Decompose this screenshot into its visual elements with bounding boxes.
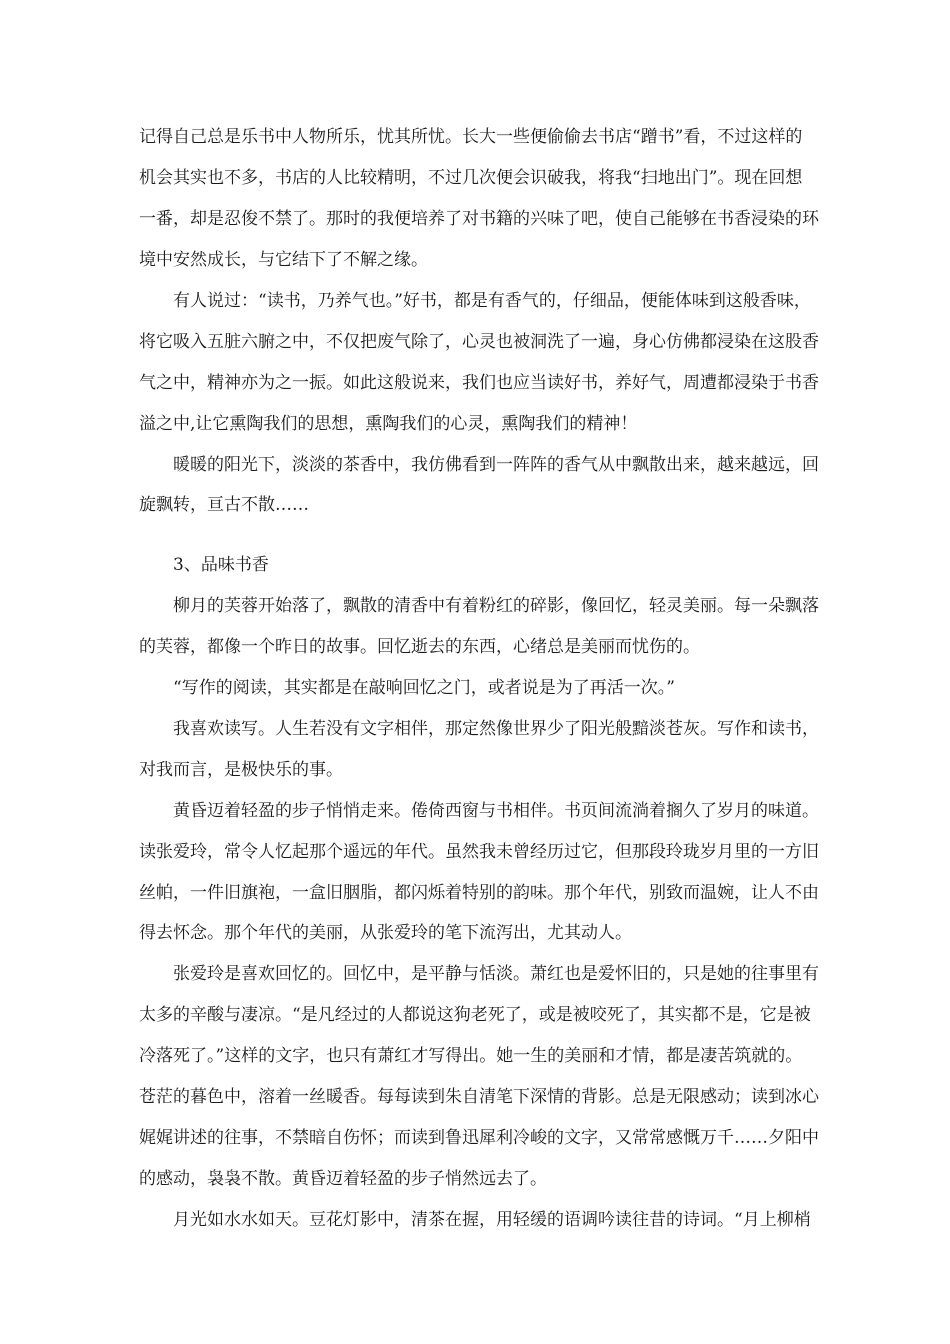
text-line: 一番，却是忍俊不禁了。那时的我便培养了对书籍的兴味了吧，使自己能够在书香浸染的环 bbox=[139, 209, 819, 229]
text-line: “写作的阅读，其实都是在敲响回忆之门，或者说是为了再活一次。” bbox=[173, 678, 675, 698]
text-line: 张爱玲是喜欢回忆的。回忆中，是平静与恬淡。萧红也是爱怀旧的，只是她的往事里有 bbox=[173, 964, 819, 984]
text-line: 的感动，袅袅不散。黄昏迈着轻盈的步子悄然远去了。 bbox=[139, 1169, 547, 1189]
text-line: 境中安然成长，与它结下了不解之缘。 bbox=[139, 250, 428, 270]
text-line: 月光如水水如天。豆花灯影中，清茶在握，用轻缓的语调吟读往昔的诗词。“月上柳梢 bbox=[173, 1210, 811, 1230]
text-line: 丝帕，一件旧旗袍，一盒旧胭脂，都闪烁着特别的韵味。那个年代，别致而温婉，让人不由 bbox=[139, 883, 819, 903]
text-line: 读张爱玲，常令人忆起那个遥远的年代。虽然我未曾经历过它，但那段玲珑岁月里的一方旧 bbox=[139, 842, 819, 862]
text-line: 我喜欢读写。人生若没有文字相伴，那定然像世界少了阳光般黯淡苍灰。写作和读书， bbox=[173, 719, 819, 739]
text-line: 将它吸入五脏六腑之中，不仅把废气除了，心灵也被洞洗了一遍，身心仿佛都浸染在这股香 bbox=[139, 332, 819, 352]
text-line: 记得自己总是乐书中人物所乐，忧其所忧。长大一些便偷偷去书店“蹭书”看，不过这样的 bbox=[139, 127, 803, 147]
text-line: 娓娓讲述的往事，不禁暗自伤怀；而读到鲁迅犀利冷峻的文字，又常常感慨万千……夕阳中 bbox=[139, 1128, 819, 1148]
text-line: 苍茫的暮色中，溶着一丝暖香。每每读到朱自清笔下深情的背影。总是无限感动；读到冰心 bbox=[139, 1087, 819, 1107]
text-line: 黄昏迈着轻盈的步子悄悄走来。倦倚西窗与书相伴。书页间流淌着搁久了岁月的味道。 bbox=[173, 801, 819, 821]
section-heading: 3、品味书香 bbox=[173, 555, 269, 575]
text-line: 气之中，精神亦为之一振。如此这般说来，我们也应当读好书，养好气，周遭都浸染于书香 bbox=[139, 373, 819, 393]
text-line: 有人说过：“读书，乃养气也。”好书，都是有香气的，仔细品，便能体味到这般香味， bbox=[173, 291, 811, 311]
text-line: 冷落死了。”这样的文字，也只有萧红才写得出。她一生的美丽和才情，都是凄苦筑就的。 bbox=[139, 1046, 803, 1066]
text-line: 得去怀念。那个年代的美丽，从张爱玲的笔下流泻出，尤其动人。 bbox=[139, 923, 632, 943]
text-line: 机会其实也不多，书店的人比较精明，不过几次便会识破我，将我“扫地出门”。现在回想 bbox=[139, 168, 803, 188]
text-line: 溢之中,让它熏陶我们的思想，熏陶我们的心灵，熏陶我们的精神！ bbox=[139, 414, 638, 434]
text-line: 的芙蓉，都像一个昨日的故事。回忆逝去的东西，心绪总是美丽而忧伤的。 bbox=[139, 637, 700, 657]
text-line: 柳月的芙蓉开始落了，飘散的清香中有着粉红的碎影，像回忆，轻灵美丽。每一朵飘落 bbox=[173, 596, 819, 616]
text-line: 暖暖的阳光下，淡淡的茶香中，我仿佛看到一阵阵的香气从中飘散出来，越来越远，回 bbox=[173, 455, 819, 475]
text-line: 旋飘转，亘古不散…… bbox=[139, 495, 309, 515]
text-line: 太多的辛酸与凄凉。“是凡经过的人都说这狗老死了，或是被咬死了，其实都不是，它是被 bbox=[139, 1005, 811, 1025]
text-line: 对我而言，是极快乐的事。 bbox=[139, 760, 343, 780]
